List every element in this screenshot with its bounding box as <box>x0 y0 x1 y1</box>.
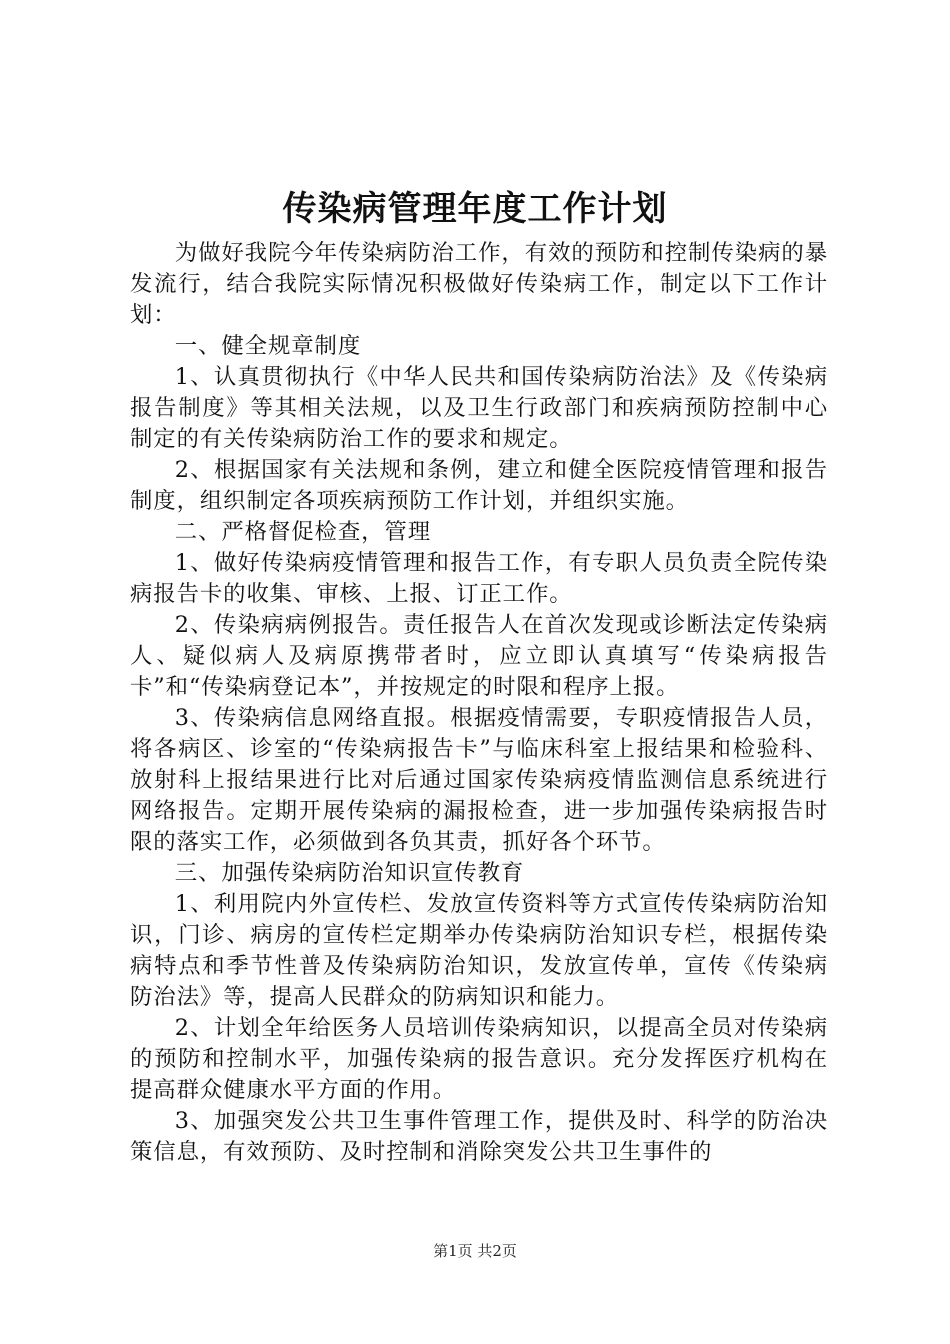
page-footer: 第1页 共2页 <box>433 1242 517 1260</box>
section-2-item-3: 3、传染病信息网络直报。根据疫情需要，专职疫情报告人员，将各病区、诊室的“传染病报告卡”与临床科室上报结果和检验科、放射科上报结果进行比对后通过国家传染病疫情监测信息系统进行网络报告。定期开展传染病的漏报检查，进一步加强传染病报告时限的落实工作，必须做到各负其责，抓好各个环节。 <box>130 705 828 855</box>
section-3-item-3: 3、加强突发公共卫生事件管理工作，提供及时、科学的防治决策信息，有效预防、及时控制和消除突发公共卫生事件的 <box>130 1108 828 1165</box>
section-3-item-2: 2、计划全年给医务人员培训传染病知识，以提高全员对传染病的预防和控制水平，加强传染病的报告意识。充分发挥医疗机构在提高群众健康水平方面的作用。 <box>130 1015 828 1103</box>
section-heading-1: 一、健全规章制度 <box>174 333 362 359</box>
document-body <box>130 238 828 1168</box>
section-heading-3: 三、加强传染病防治知识宣传教育 <box>174 860 525 886</box>
section-3-item-1: 1、利用院内外宣传栏、发放宣传资料等方式宣传传染病防治知识，门诊、病房的宣传栏定期举办传染病防治知识专栏，根据传染病特点和季节性普及传染病防治知识，发放宣传单，宣传《传染病防治法》等，提高人民群众的防病知识和能力。 <box>130 891 828 1010</box>
section-heading-2: 二、严格督促检查，管理 <box>174 519 431 545</box>
intro-paragraph: 为做好我院今年传染病防治工作，有效的预防和控制传染病的暴发流行，结合我院实际情况积极做好传染病工作，制定以下工作计划： <box>130 240 828 328</box>
section-2-item-2: 2、传染病病例报告。责任报告人在首次发现或诊断法定传染病人、疑似病人及病原携带者时，应立即认真填写“传染病报告卡”和“传染病登记本”，并按规定的时限和程序上报。 <box>130 612 828 700</box>
section-1-item-2: 2、根据国家有关法规和条例，建立和健全医院疫情管理和报告制度，组织制定各项疾病预防工作计划，并组织实施。 <box>130 457 828 514</box>
section-1-item-1: 1、认真贯彻执行《中华人民共和国传染病防治法》及《传染病报告制度》等其相关法规，以及卫生行政部门和疾病预防控制中心制定的有关传染病防治工作的要求和规定。 <box>130 364 828 452</box>
section-2-item-1: 1、做好传染病疫情管理和报告工作，有专职人员负责全院传染病报告卡的收集、审核、上报、订正工作。 <box>130 550 828 607</box>
document-title: 传染病管理年度工作计划 <box>282 189 668 229</box>
